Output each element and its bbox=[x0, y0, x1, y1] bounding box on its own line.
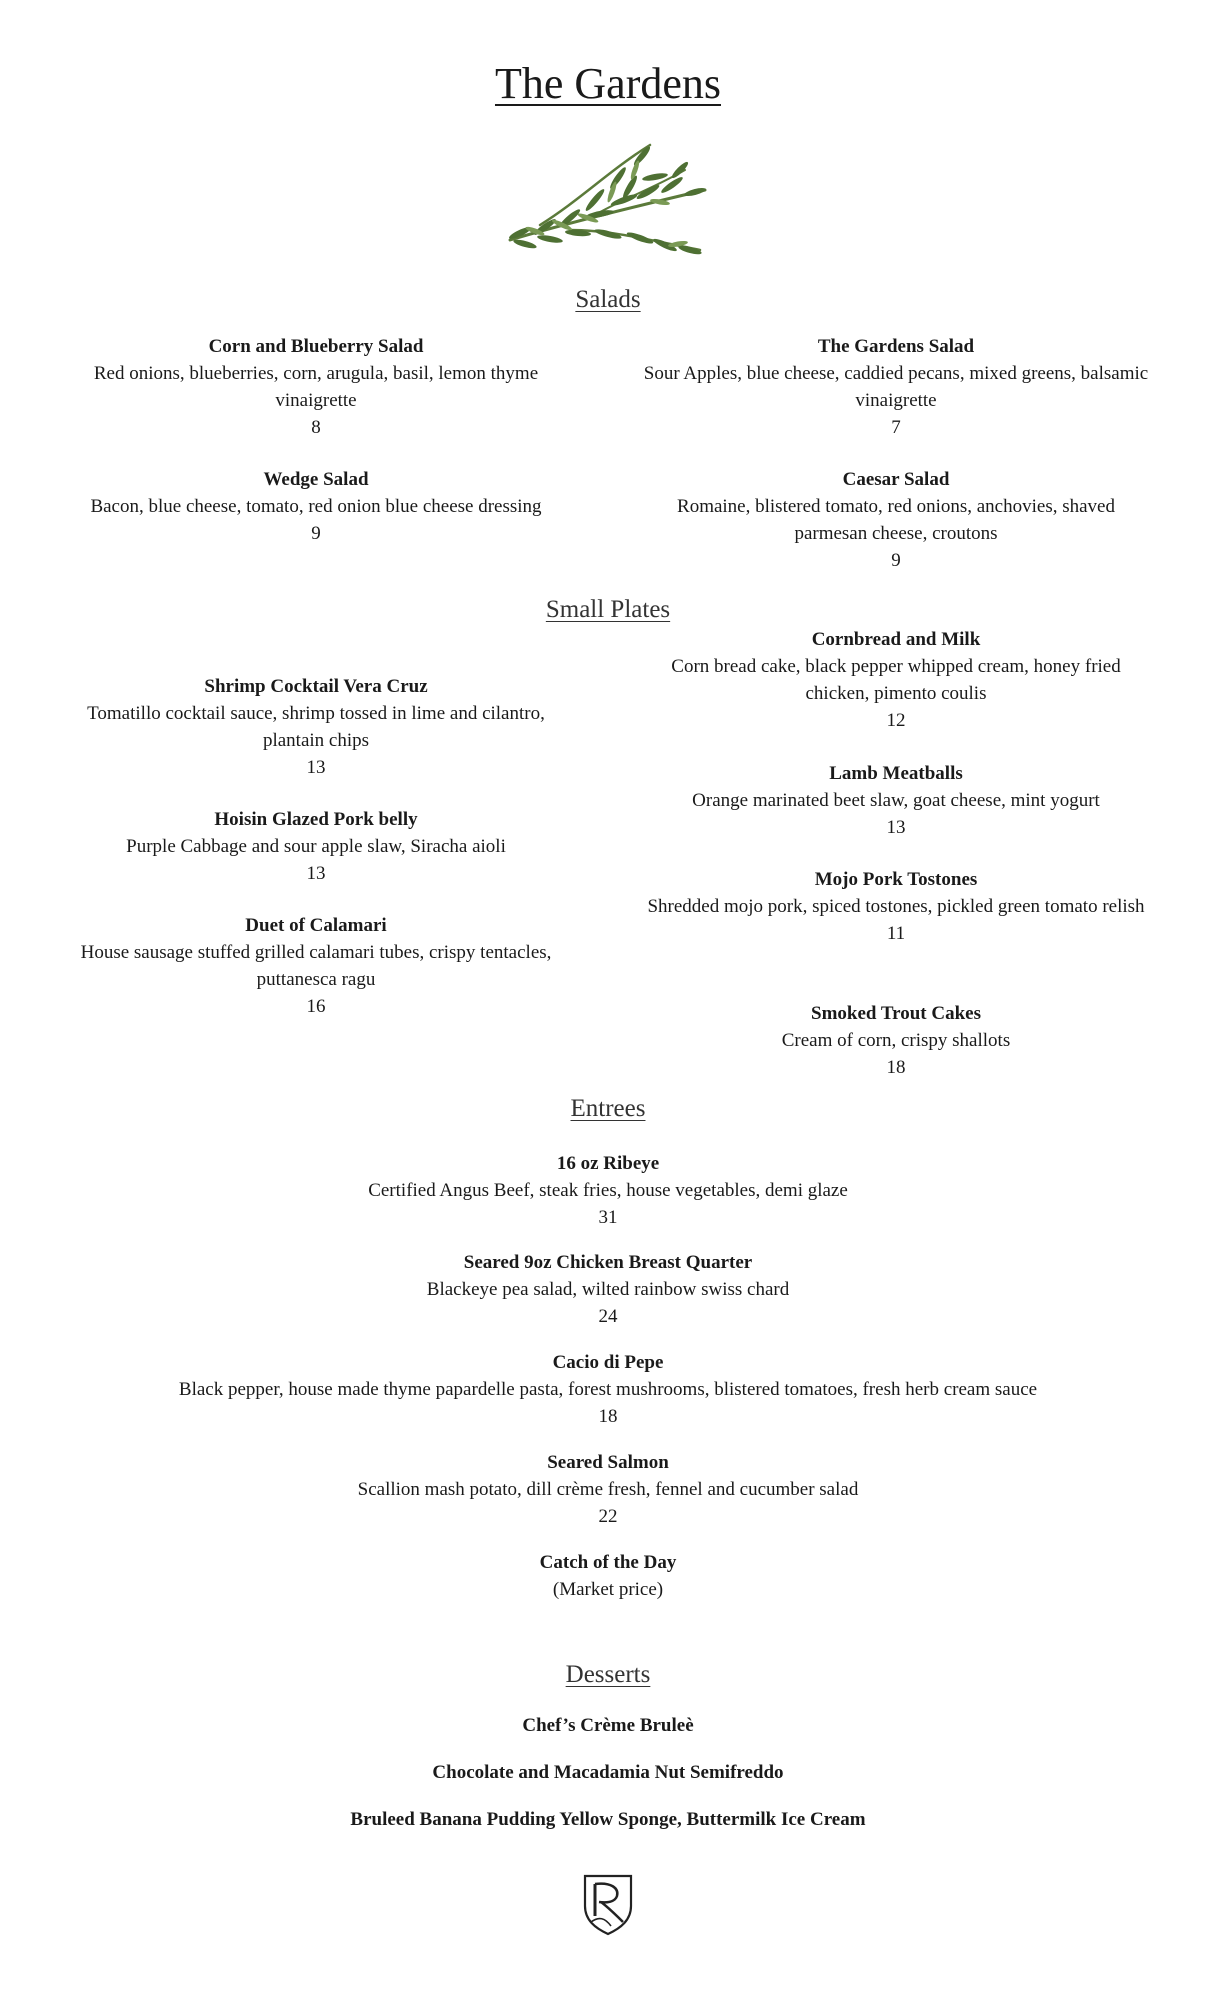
item-name: Seared Salmon bbox=[547, 1452, 669, 1473]
item-price: 16 bbox=[306, 996, 326, 1017]
item-description: Scallion mash potato, dill crème fresh, fennel and cucumber salad bbox=[357, 1479, 859, 1500]
item-description: Corn bread cake, black pepper whipped cream, honey fried chicken, pimento coulis bbox=[671, 656, 1121, 704]
item-name: Bruleed Banana Pudding Yellow Sponge, Buttermilk Ice Cream bbox=[350, 1809, 866, 1830]
item-name: Catch of the Day bbox=[539, 1552, 677, 1573]
item-description: Tomatillo cocktail sauce, shrimp tossed in lime and cilantro, plantain chips bbox=[87, 703, 545, 751]
item-price: 9 bbox=[891, 550, 901, 571]
item-description: Black pepper, house made thyme papardelle pasta, forest mushrooms, blistered tomatoes, fresh herb cream sauce bbox=[178, 1379, 1038, 1400]
item-price: 8 bbox=[311, 417, 321, 438]
item-description: Orange marinated beet slaw, goat cheese, mint yogurt bbox=[692, 790, 1100, 811]
item-name: Smoked Trout Cakes bbox=[811, 1003, 981, 1024]
menu-item-caesar-salad bbox=[640, 466, 1152, 574]
item-price: 22 bbox=[598, 1506, 618, 1527]
menu-item-smoked-trout-cakes bbox=[640, 1000, 1152, 1081]
item-name: 16 oz Ribeye bbox=[556, 1153, 660, 1174]
item-description: (Market price) bbox=[552, 1579, 664, 1600]
menu-item-banana-pudding bbox=[60, 1806, 1156, 1833]
item-price: 11 bbox=[886, 923, 906, 944]
item-name: Cacio di Pepe bbox=[552, 1352, 664, 1373]
menu-item-lamb-meatballs bbox=[640, 760, 1152, 841]
item-name: Chef’s Crème Bruleè bbox=[522, 1715, 694, 1736]
item-name: Seared 9oz Chicken Breast Quarter bbox=[463, 1252, 753, 1273]
item-name: Lamb Meatballs bbox=[829, 763, 963, 784]
menu-item-mojo-pork-tostones bbox=[640, 866, 1152, 947]
item-name: Hoisin Glazed Pork belly bbox=[214, 809, 418, 830]
item-name: Duet of Calamari bbox=[245, 915, 387, 936]
menu-item-cacio-di-pepe bbox=[60, 1349, 1156, 1430]
section-heading-entrees: Entrees bbox=[570, 1095, 646, 1122]
item-description: House sausage stuffed grilled calamari tubes, crispy tentacles, puttanesca ragu bbox=[80, 942, 552, 990]
item-price: 24 bbox=[598, 1306, 618, 1327]
item-description: Red onions, blueberries, corn, arugula, basil, lemon thyme vinaigrette bbox=[93, 363, 539, 411]
item-description: Sour Apples, blue cheese, caddied pecans, mixed greens, balsamic vinaigrette bbox=[643, 363, 1149, 411]
menu-item-seared-salmon bbox=[60, 1449, 1156, 1530]
menu-item-pork-belly bbox=[60, 806, 572, 887]
item-price: 31 bbox=[598, 1207, 618, 1228]
item-name: Mojo Pork Tostones bbox=[814, 869, 978, 890]
item-price: 18 bbox=[886, 1057, 906, 1078]
item-description: Certified Angus Beef, steak fries, house vegetables, demi glaze bbox=[368, 1180, 848, 1201]
item-description: Blackeye pea salad, wilted rainbow swiss chard bbox=[426, 1279, 790, 1300]
menu-item-catch-of-the-day bbox=[60, 1549, 1156, 1603]
item-description: Purple Cabbage and sour apple slaw, Siracha aioli bbox=[126, 836, 506, 857]
menu-item-semifreddo bbox=[60, 1759, 1156, 1786]
item-price: 13 bbox=[886, 817, 906, 838]
item-description: Shredded mojo pork, spiced tostones, pickled green tomato relish bbox=[647, 896, 1145, 917]
section-heading-salads: Salads bbox=[575, 286, 641, 313]
rosemary-sprig-icon bbox=[500, 130, 720, 270]
item-name: Shrimp Cocktail Vera Cruz bbox=[204, 676, 428, 697]
section-heading-desserts: Desserts bbox=[565, 1661, 651, 1688]
item-price: 12 bbox=[886, 710, 906, 731]
item-name: Corn and Blueberry Salad bbox=[208, 336, 424, 357]
item-price: 18 bbox=[598, 1406, 618, 1427]
item-name: Caesar Salad bbox=[842, 469, 950, 490]
item-name: Cornbread and Milk bbox=[811, 629, 981, 650]
menu-item-creme-brulee bbox=[60, 1712, 1156, 1739]
menu-item-duet-of-calamari bbox=[60, 912, 572, 1020]
item-price: 9 bbox=[311, 523, 321, 544]
item-description: Cream of corn, crispy shallots bbox=[781, 1030, 1011, 1051]
page-title: The Gardens bbox=[494, 59, 721, 108]
crest-shield-logo-icon bbox=[581, 1872, 635, 1936]
menu-item-chicken-breast bbox=[60, 1249, 1156, 1330]
item-name: Wedge Salad bbox=[263, 469, 369, 490]
menu-item-wedge-salad bbox=[60, 466, 572, 547]
menu-item-corn-blueberry-salad bbox=[60, 333, 572, 441]
menu-item-cornbread-and-milk bbox=[640, 626, 1152, 734]
item-description: Romaine, blistered tomato, red onions, anchovies, shaved parmesan cheese, croutons bbox=[677, 496, 1115, 544]
item-description: Bacon, blue cheese, tomato, red onion blue cheese dressing bbox=[90, 496, 542, 517]
item-price: 7 bbox=[891, 417, 901, 438]
item-name: Chocolate and Macadamia Nut Semifreddo bbox=[432, 1762, 784, 1783]
menu-item-ribeye bbox=[60, 1150, 1156, 1231]
item-name: The Gardens Salad bbox=[817, 336, 975, 357]
menu-item-gardens-salad bbox=[640, 333, 1152, 441]
section-heading-small-plates: Small Plates bbox=[545, 596, 671, 623]
item-price: 13 bbox=[306, 757, 326, 778]
menu-item-shrimp-cocktail bbox=[60, 673, 572, 781]
item-price: 13 bbox=[306, 863, 326, 884]
